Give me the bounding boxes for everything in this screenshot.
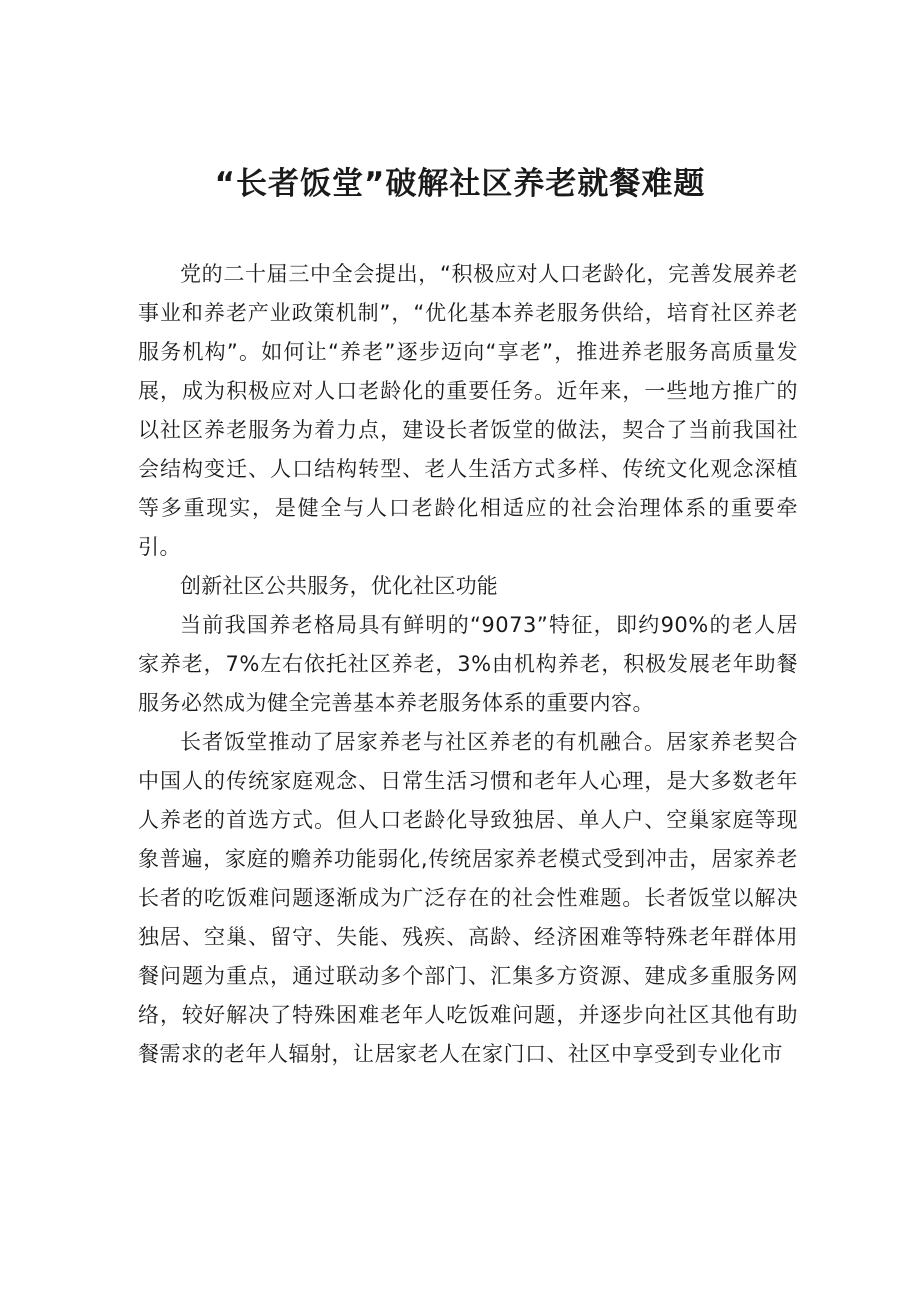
paragraph-intro: 党的二十届三中全会提出，“积极应对人口老龄化，完善发展养老事业和养老产业政策机制”，“优化基本养老服务供给，培育社区养老服务机构”。如何让“养老”逐步迈向“享老”，推进养老服务高质量发展，成为积极应对人口老龄化的重要任务。近年来，一些地方推广的以社区养老服务为着力点，建设长者饭堂的做法，契合了当前我国社会结构变迁、人口结构转型、老人生活方式多样、传统文化观念深植等多重现实，是健全与人口老龄化相适应的社会治理体系的重要牵引。 (138, 262, 798, 559)
paragraph-9073: 当前我国养老格局具有鲜明的“9073”特征，即约90%的老人居家养老，7%左右依托社区养老，3%由机构养老，积极发展老年助餐服务必然成为健全完善基本养老服务体系的重要内容。 (138, 613, 798, 715)
article-body (138, 255, 798, 1074)
section-heading: 创新社区公共服务，优化社区功能 (180, 574, 498, 598)
paragraph-elder-canteen: 长者饭堂推动了居家养老与社区养老的有机融合。居家养老契合中国人的传统家庭观念、日常生活习惯和老年人心理，是大多数老年人养老的首选方式。但人口老龄化导致独居、单人户、空巢家庭等现象普遍，家庭的赡养功能弱化,传统居家养老模式受到冲击，居家养老长者的吃饭难问题逐渐成为广泛存在的社会性难题。长者饭堂以解决独居、空巢、留守、失能、残疾、高龄、经济困难等特殊老年群体用餐问题为重点，通过联动多个部门、汇集多方资源、建成多重服务网络，较好解决了特殊困难老年人吃饭难问题，并逐步向社区其他有助餐需求的老年人辐射，让居家老人在家门口、社区中享受到专业化市 (138, 730, 798, 1066)
article-title: “长者饭堂”破解社区养老就餐难题 (214, 166, 706, 202)
